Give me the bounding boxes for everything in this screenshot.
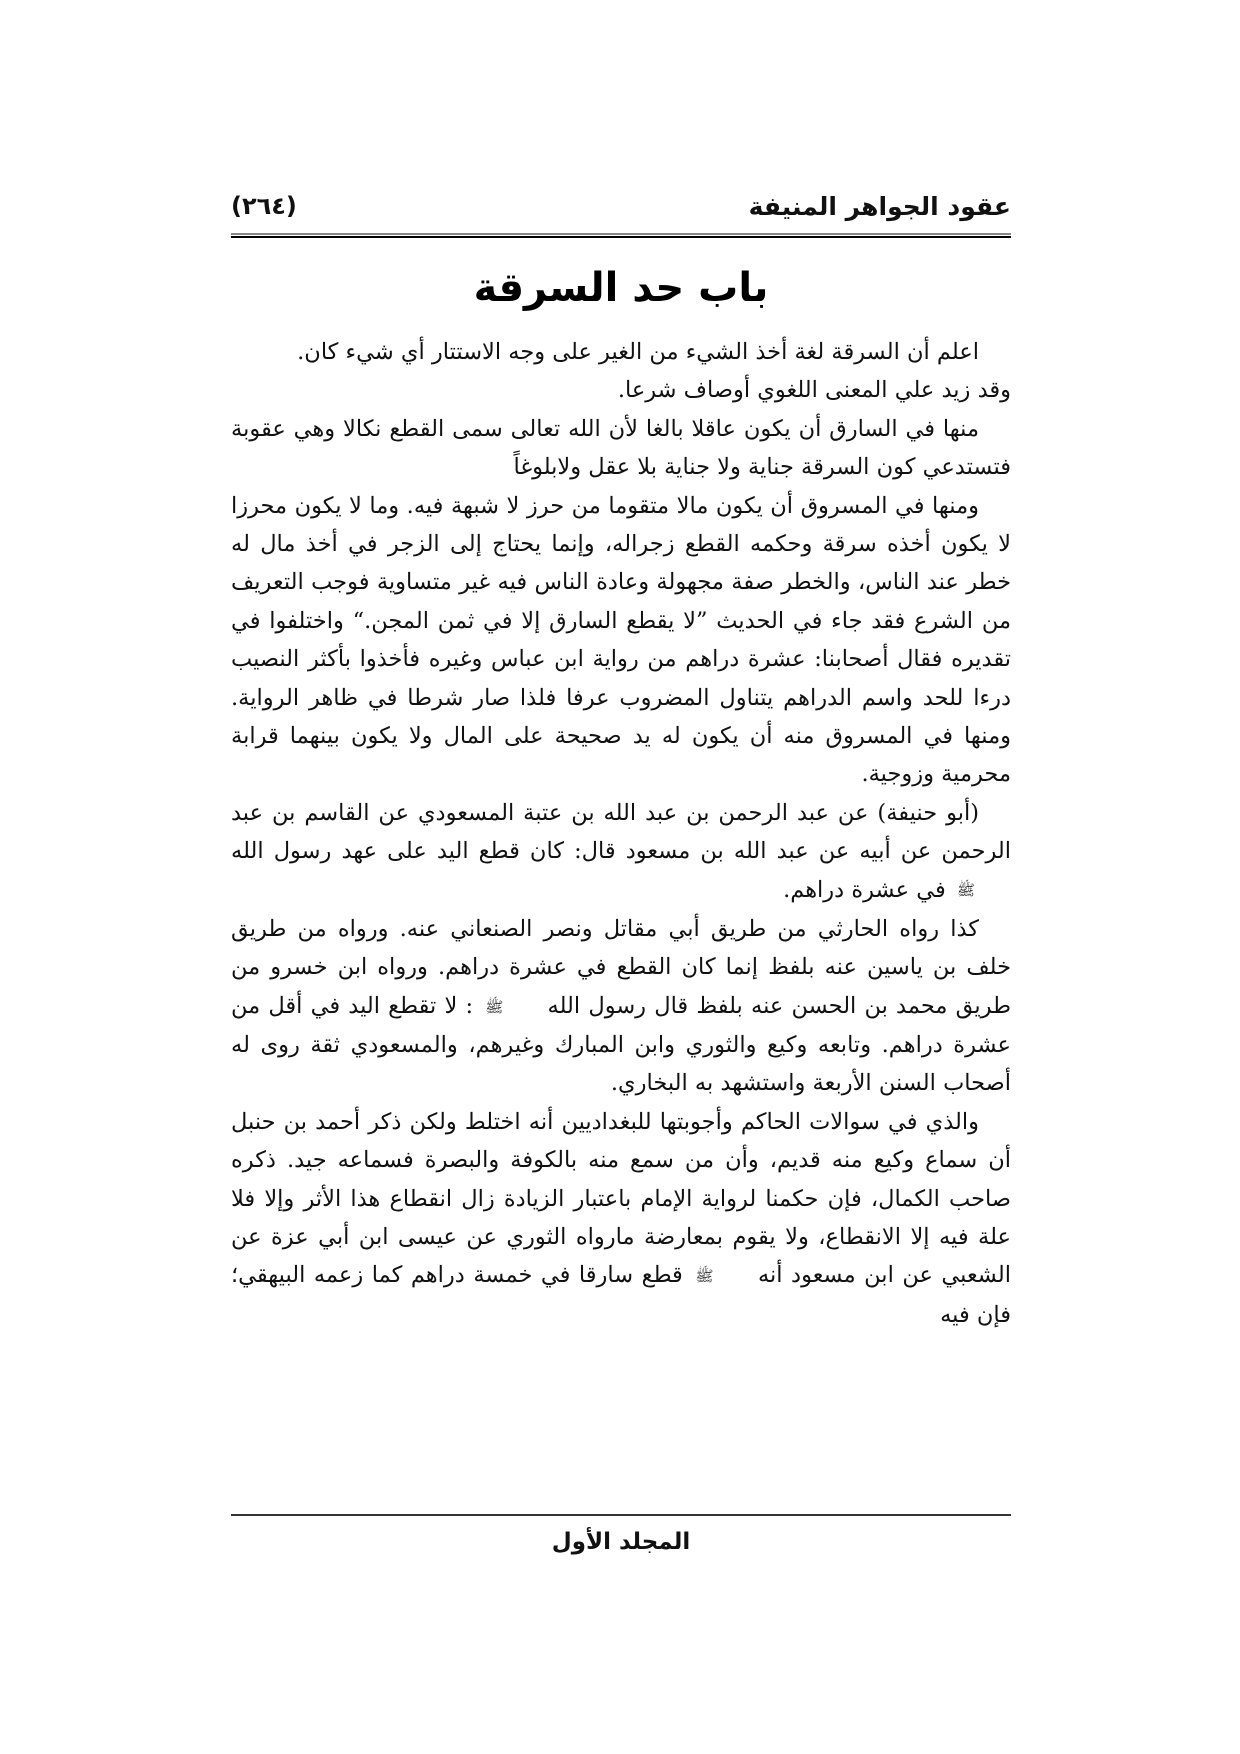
chains-text-end: : لا تقطع اليد في أقل من عشرة دراهم. وتابعه وكيع والثوري وابن المبارك وغيرهم، والمسعودي ثقة روى له أصحاب السنن الأربعة واستشهد به البخاري. <box>231 992 1011 1097</box>
hakim-text-end: قطع سارقا في خمسة دراهم كما زعمه البيهقي؛ فإن فيه <box>231 1262 1011 1328</box>
paragraph-additions: وقد زيد علي المعنى اللغوي أوصاف شرعا. <box>617 377 1011 404</box>
paragraph-chains-of-transmission <box>231 910 1011 1103</box>
paragraph-stolen-property: ومنها في المسروق أن يكون مالا متقوما من حرز لا شبهة فيه. وما لا يكون محرزا لا يكون أخذه سرقة وحكمه القطع زجراله، وإنما يحتاج إلى الزجر في أخذ مال له خطر عند الناس، والخطر صفة مجهولة وعادة الناس فيه غير متساوية فوجب التعريف من الشرع فقد جاء في الحديث ”لا يقطع السارق إلا في ثمن المجن.“ واختلفوا في تقديره فقال أصحابنا: عشرة دراهم من رواية ابن عباس وغيره فأخذوا بأكثر النصيب درءا للحد واسم الدراهم يتناول المضروب عرفا فلذا صار شرطا في ظاهر الرواية. ومنها في المسروق منه أن يكون له يد صحيحة على المال ولا يكون بينهما قرابة محرمية وزوجية. <box>231 492 1011 788</box>
page-number: (٢٦٤) <box>231 192 297 220</box>
volume-label: المجلد الأول <box>551 1529 691 1555</box>
narration-text: (أبو حنيفة) عن عبد الرحمن بن عبد الله بن عتبة المسعودي عن القاسم بن عبد الرحمن عن أبيه عن عبد الله بن مسعود قال: كان قطع اليد على عهد رسول الله <box>231 799 1011 865</box>
hakim-text: والذي في سوالات الحاكم وأجوبتها للبغداديين أنه اختلط ولكن ذكر أحمد بن حنبل أن سماع وكيع منه قديم، وأن من سمع منه بالكوفة والبصرة فسماعه جيد. ذكره صاحب الكمال، فإن حكمنا لرواية الإمام باعتبار الزيادة زال انقطاع هذا الأثر وإلا فلا علة فيه إلا الانقطاع، ولا يقوم بمعارضة مارواه الثوري عن عيسى ابن أبي عزة عن الشعبي عن ابن مسعود أنه <box>231 1108 1011 1289</box>
document-page <box>231 0 1011 1754</box>
footer-divider <box>231 1514 1011 1516</box>
chapter-title: باب حد السرقة <box>473 265 769 311</box>
salutation-glyph-icon: ﷺ <box>956 881 975 900</box>
header-divider-thin-line <box>231 233 1011 235</box>
chains-text: كذا رواه الحارثي من طريق أبي مقاتل ونصر الصنعاني عنه. ورواه من طريق خلف بن ياسين عنه بلفظ إنما كان القطع في عشرة دراهم. ورواه ابن خسرو من طريق محمد بن الحسن عنه بلفظ قال رسول الله <box>231 915 1011 1019</box>
paragraph-definition: اعلم أن السرقة لغة أخذ الشيء من الغير على وجه الاستتار أي شيء كان. <box>297 339 979 365</box>
header-divider-thick-line <box>231 236 1011 238</box>
body-text <box>231 333 1011 1334</box>
paragraph-abu-hanifa-narration <box>231 794 1011 910</box>
paragraph-thief-conditions: منها في السارق أن يكون عاقلا بالغا لأن الله تعالى سمى القطع نكالا وهي عقوبة فتستدعي كون السرقة جناية ولا جناية بلا عقل ولابلوغاً <box>231 415 1011 481</box>
book-title: عقود الجواهر المنيفة <box>748 191 1011 221</box>
running-header <box>231 186 1011 226</box>
narration-text-end: في عشرة دراهم. <box>783 876 946 903</box>
salutation-glyph-icon: ﷺ <box>695 1267 714 1286</box>
header-divider <box>231 233 1011 238</box>
paragraph-hakim-questions <box>231 1103 1011 1334</box>
salutation-glyph-icon: ﷺ <box>485 997 504 1016</box>
